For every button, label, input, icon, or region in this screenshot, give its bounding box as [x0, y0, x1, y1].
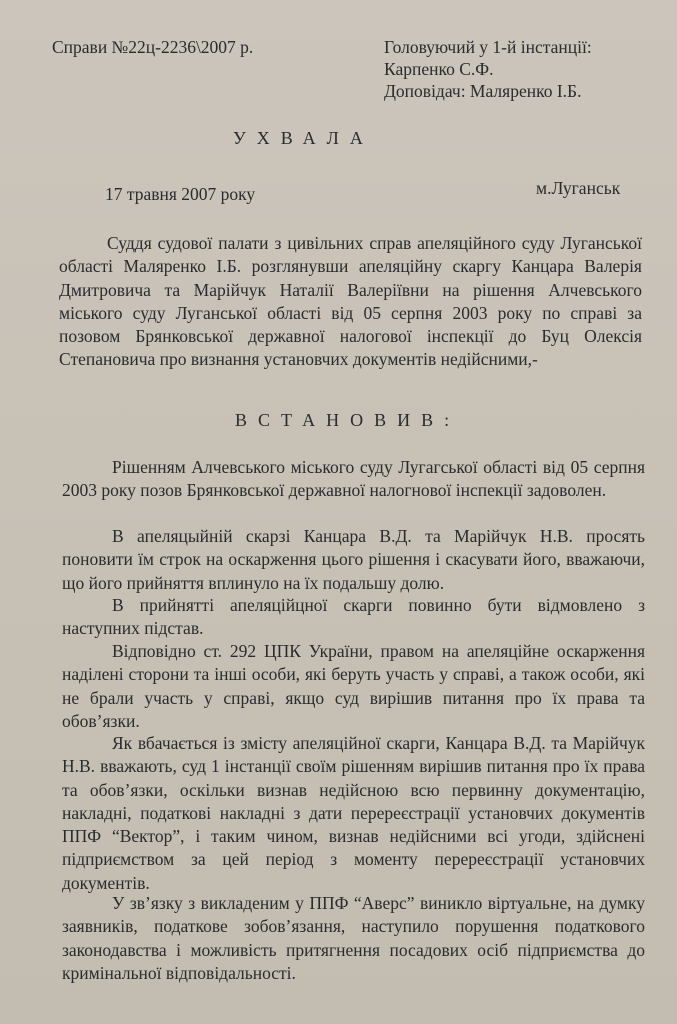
document-title: УХВАЛА	[233, 128, 374, 148]
intro-paragraph: Суддя судової палати з цивільних справ апеляційного суду Луганської області Маляренко І.Б. розглянувши апеляційну скаргу Канцара Валерія Дмитровича та Марійчук Наталії Валеріївни на рішення Алчевського міського суду Луганської області від 05 серпня 2003 року по справі за позовом Брянковської державної налогової інспекції до Буц Олексія Степановича про визнання установчих документів недійсними,-	[59, 233, 642, 370]
paragraph-3: В прийнятті апеляційцної скарги повинно бути відмовлено з наступних підстав.	[62, 595, 645, 639]
presiding-judge-label: Головуючий у 1-й інстанції:	[384, 37, 592, 57]
case-number: Справи №22ц-2236\2007 р.	[52, 37, 254, 57]
section-title: ВСТАНОВИВ:	[235, 410, 461, 430]
paragraph-1: Рішенням Алчевського міського суду Лугагської області від 05 серпня 2003 року позов Брянковської державної налогнової інспекції задоволен.	[62, 457, 645, 501]
paragraph-6: У зв’язку з викладеним у ППФ “Аверс” виникло віртуальне, на думку заявників, податкове зобов’язання, наступило порушення податкового законодавства і можливість притягнення посадових осіб підприємства до кримінальної відповідальності.	[62, 893, 645, 983]
paragraph-4: Відповідно ст. 292 ЦПК України, правом на апеляційне оскарження наділені сторони та інші особи, які беруть участь у справі, а також особи, які не брали участь у справі, якщо суд вирішив питання про їх права та обов’язки.	[62, 641, 645, 731]
document-date: 17 травня 2007 року	[105, 184, 256, 204]
document-city: м.Луганськ	[536, 178, 621, 198]
paragraph-5: Як вбачається із змісту апеляційної скарги, Канцара В.Д. та Марійчук Н.В. вважають, суд 1 інстанції своїм рішенням вирішив питання про їх права та обов’язки, оскільки визнав недійсною всю первинну документацію, накладні, податкові накладні з дати перереєстрації установчих документів ППФ “Вектор”, і таким чином, визнав недійсними всі угоди, здійснені підприємством за цей період з моменту перереєстрації установчих документів.	[62, 733, 645, 893]
paragraph-2: В апеляцыйній скарзі Канцара В.Д. та Марійчук Н.В. просять поновити їм строк на оскарження цього рішення і скасувати його, вважаючи, що його прийняття вплинуло на їх подальшу долю.	[62, 526, 645, 593]
presiding-judge-name: Карпенко С.Ф.	[384, 59, 494, 79]
reporter-judge: Доповідач: Маляренко І.Б.	[384, 81, 582, 101]
